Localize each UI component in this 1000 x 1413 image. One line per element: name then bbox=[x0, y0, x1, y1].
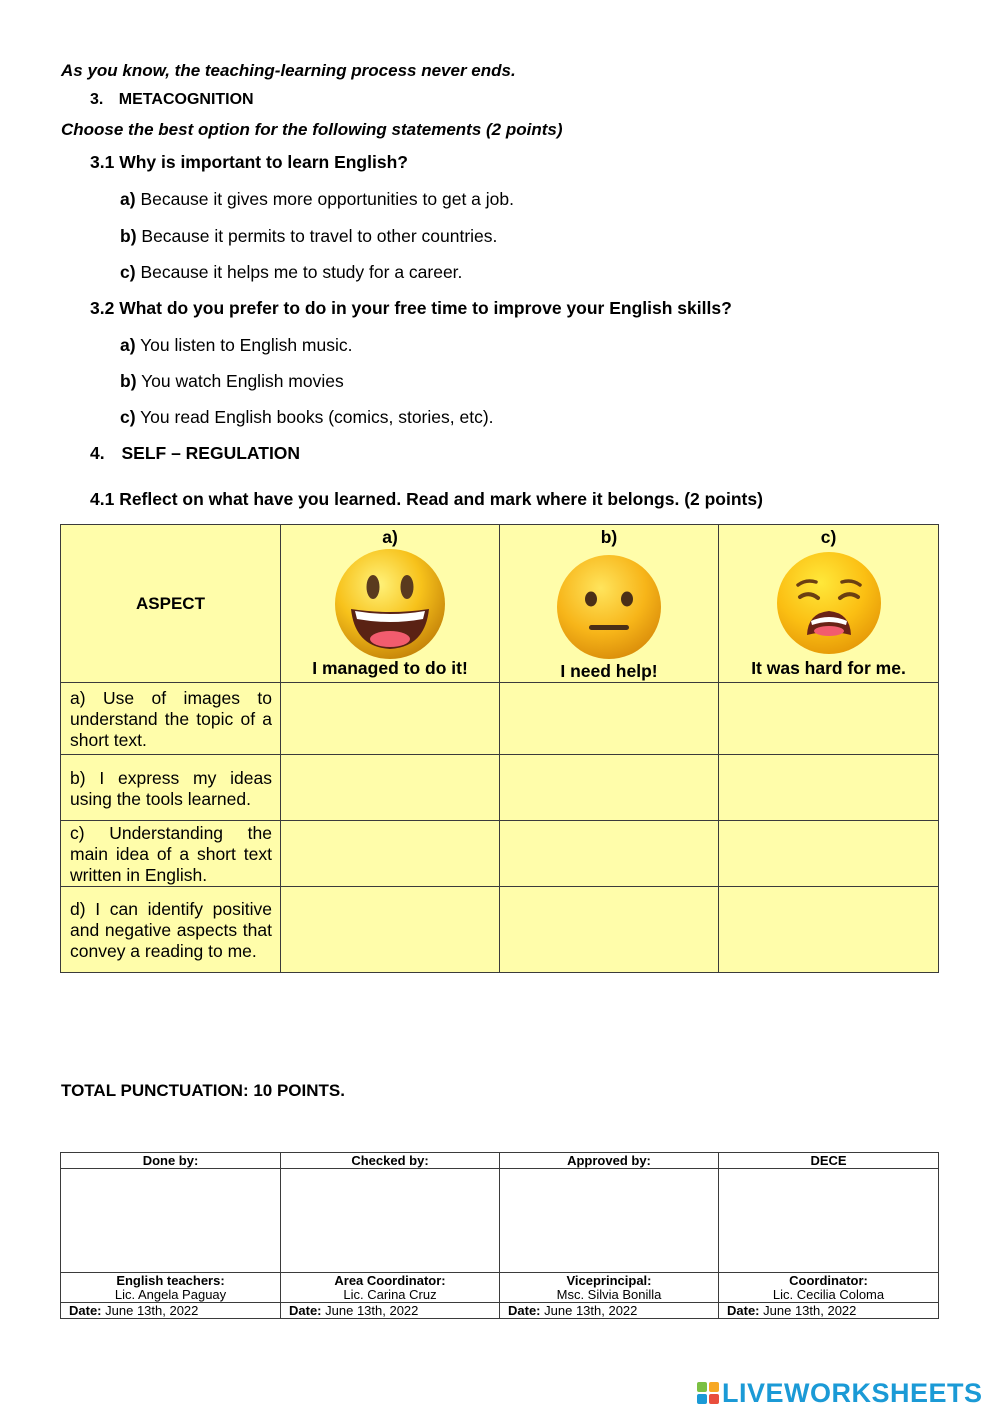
section-3-number: 3. bbox=[90, 91, 104, 108]
signature-role-row bbox=[61, 1273, 939, 1303]
mark-cell-b-c[interactable] bbox=[719, 755, 939, 821]
date-cell: Date: June 13th, 2022 bbox=[61, 1303, 281, 1319]
signature-box-coordinator bbox=[719, 1169, 939, 1273]
question-3-2: 3.2 What do you prefer to do in your free time to improve your English skills? bbox=[90, 298, 732, 318]
signer-viceprincipal: Viceprincipal: Msc. Silvia Bonilla bbox=[500, 1273, 719, 1303]
column-label-c: It was hard for me. bbox=[751, 658, 906, 678]
header-dece: DECE bbox=[719, 1153, 939, 1169]
mark-cell-c-b[interactable] bbox=[500, 821, 719, 887]
date-cell: Date: June 13th, 2022 bbox=[281, 1303, 500, 1319]
signature-header-row bbox=[61, 1153, 939, 1169]
option-3-2-b[interactable]: b) You watch English movies bbox=[120, 371, 344, 391]
logo-square bbox=[697, 1394, 707, 1404]
section-3-heading bbox=[90, 91, 254, 109]
option-3-1-b[interactable]: b) Because it permits to travel to other countries. bbox=[120, 226, 498, 246]
column-label-b: I need help! bbox=[560, 661, 658, 681]
signature-box-area-coordinator bbox=[281, 1169, 500, 1273]
table-row bbox=[61, 683, 939, 755]
logo-text: LIVEWORKSHEETS bbox=[722, 1377, 983, 1408]
table-row bbox=[61, 821, 939, 887]
section-3-title: METACOGNITION bbox=[118, 91, 254, 108]
signature-table bbox=[60, 1152, 939, 1319]
mark-cell-c-a[interactable] bbox=[281, 821, 500, 887]
question-4-1: 4.1 Reflect on what have you learned. Read and mark where it belongs. (2 points) bbox=[90, 489, 763, 509]
header-approved-by: Approved by: bbox=[500, 1153, 719, 1169]
question-3-1: 3.1 Why is important to learn English? bbox=[90, 152, 408, 172]
table-row bbox=[61, 755, 939, 821]
header-done-by: Done by: bbox=[61, 1153, 281, 1169]
aspect-cell-c: c) Understanding the main idea of a short text written in English. bbox=[61, 821, 281, 887]
weary-face-icon bbox=[776, 551, 882, 655]
logo-square bbox=[709, 1394, 719, 1404]
logo-square bbox=[697, 1382, 707, 1392]
total-points: TOTAL PUNCTUATION: 10 POINTS. bbox=[61, 1081, 345, 1100]
column-header-a bbox=[281, 525, 500, 683]
aspect-cell-b: b) I express my ideas using the tools learned. bbox=[61, 755, 281, 821]
column-letter-b: b) bbox=[600, 527, 618, 547]
intro-text: As you know, the teaching-learning process never ends. bbox=[61, 61, 516, 80]
signer-coordinator: Coordinator: Lic. Cecilia Coloma bbox=[719, 1273, 939, 1303]
mark-cell-a-c[interactable] bbox=[719, 683, 939, 755]
column-letter-a: a) bbox=[382, 527, 398, 547]
column-letter-c: c) bbox=[820, 527, 837, 547]
mark-cell-d-c[interactable] bbox=[719, 887, 939, 973]
date-cell: Date: June 13th, 2022 bbox=[719, 1303, 939, 1319]
signer-teachers: English teachers: Lic. Angela Paguay bbox=[61, 1273, 281, 1303]
date-cell: Date: June 13th, 2022 bbox=[500, 1303, 719, 1319]
mark-cell-a-b[interactable] bbox=[500, 683, 719, 755]
grinning-face-icon bbox=[333, 547, 447, 661]
signature-box-teachers bbox=[61, 1169, 281, 1273]
aspect-cell-a: a) Use of images to understand the topic of a short text. bbox=[61, 683, 281, 755]
option-3-1-c[interactable]: c) Because it helps me to study for a career. bbox=[120, 262, 463, 282]
column-label-a: I managed to do it! bbox=[312, 658, 468, 678]
reflection-table bbox=[60, 524, 939, 973]
option-3-1-a[interactable]: a) Because it gives more opportunities to get a job. bbox=[120, 189, 514, 209]
table-row bbox=[61, 887, 939, 973]
mark-cell-d-a[interactable] bbox=[281, 887, 500, 973]
aspect-header: ASPECT bbox=[61, 525, 281, 683]
liveworksheets-logo bbox=[697, 1378, 983, 1408]
aspect-cell-d: d) I can identify positive and negative aspects that convey a reading to me. bbox=[61, 887, 281, 973]
mark-cell-c-c[interactable] bbox=[719, 821, 939, 887]
liveworksheets-logo-icon bbox=[697, 1382, 719, 1404]
instruction-text: Choose the best option for the following statements (2 points) bbox=[61, 120, 563, 139]
section-4-number: 4. bbox=[90, 443, 105, 463]
logo-square bbox=[709, 1382, 719, 1392]
signature-space-row bbox=[61, 1169, 939, 1273]
mark-cell-b-a[interactable] bbox=[281, 755, 500, 821]
mark-cell-a-a[interactable] bbox=[281, 683, 500, 755]
section-4-title: SELF – REGULATION bbox=[121, 443, 301, 463]
header-checked-by: Checked by: bbox=[281, 1153, 500, 1169]
section-4-heading bbox=[90, 443, 300, 464]
neutral-face-icon bbox=[555, 553, 663, 661]
mark-cell-b-b[interactable] bbox=[500, 755, 719, 821]
signer-area-coordinator: Area Coordinator: Lic. Carina Cruz bbox=[281, 1273, 500, 1303]
option-3-2-a[interactable]: a) You listen to English music. bbox=[120, 335, 353, 355]
column-header-c bbox=[719, 525, 939, 683]
option-3-2-c[interactable]: c) You read English books (comics, stories, etc). bbox=[120, 407, 494, 427]
reflection-header-row bbox=[61, 525, 939, 683]
mark-cell-d-b[interactable] bbox=[500, 887, 719, 973]
column-header-b bbox=[500, 525, 719, 683]
signature-date-row bbox=[61, 1303, 939, 1319]
signature-box-viceprincipal bbox=[500, 1169, 719, 1273]
